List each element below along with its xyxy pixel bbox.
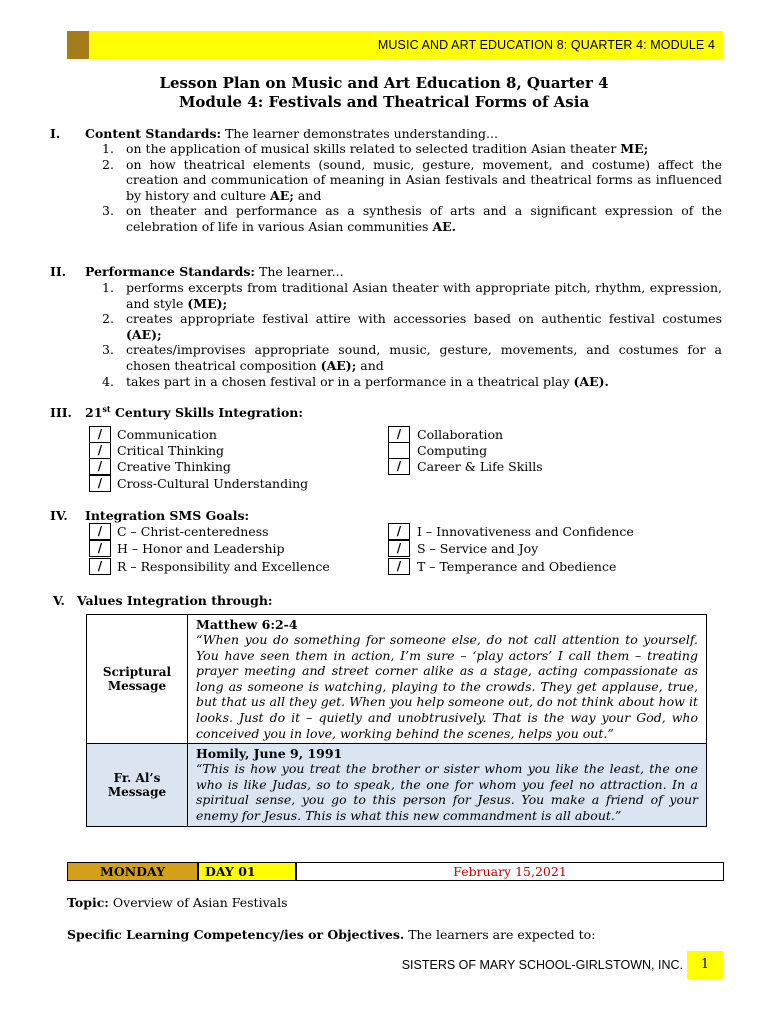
goal-checkbox[interactable]: / [89, 558, 111, 575]
table-row [87, 744, 707, 826]
goal-label: C – Christ-centeredness [117, 524, 269, 539]
skill-checkbox[interactable]: / [388, 458, 410, 475]
skill-checkbox[interactable]: / [89, 475, 111, 492]
header-title: MUSIC AND ART EDUCATION 8: QUARTER 4: MODULE 4 [377, 38, 715, 52]
list-item: 3. creates/improvises appropriate sound, music, gesture, movements, and costumes for a chosen theatrical composition (AE); and [102, 342, 722, 373]
section-content-standards: I. Content Standards: The learner demonstrates understanding... [50, 126, 498, 141]
weekday-label: MONDAY [67, 862, 198, 881]
skill-label: Cross-Cultural Understanding [117, 476, 309, 491]
list-item: 1. on the application of musical skills related to selected tradition Asian theater ME; [102, 141, 649, 156]
scripture-quote: “When you do something for someone else, do not call attention to yourself. You have seen them in action, I’m sure – ‘play actors’ I call them – treating prayer meeting and street corner alike as a stage, acting compassionate as long as someone is watching, playing to the crowds. They get applause, true, but that us all they get. When you help someone out, do not think about how it looks. Just do it – quietly and unobtrusively. That is the way your God, who conceived you in love, working behind the scenes, helps you out.” [196, 632, 698, 741]
section-21st-century-skills: III. 21st Century Skills Integration: [50, 404, 303, 421]
lesson-title: Lesson Plan on Music and Art Education 8, Quarter 4 [159, 74, 609, 92]
list-item: 1. performs excerpts from traditional Asian theater with appropriate pitch, rhythm, expression, and style (ME); [102, 280, 722, 311]
lesson-date: February 15,2021 [296, 862, 724, 881]
row-header: Scriptural Message [87, 615, 188, 744]
content-standards-list [102, 141, 722, 235]
goal-label: I – Innovativeness and Confidence [417, 524, 634, 539]
list-item: 4. takes part in a chosen festival or in a performance in a theatrical play (AE). [102, 373, 609, 389]
skill-checkbox[interactable]: / [89, 458, 111, 475]
goal-checkbox[interactable]: / [388, 540, 410, 557]
goal-label: H – Honor and Leadership [117, 541, 285, 556]
row-header: Fr. Al’s Message [87, 744, 188, 826]
module-title: Module 4: Festivals and Theatrical Forms of Asia [178, 93, 590, 111]
goal-checkbox[interactable]: / [89, 540, 111, 557]
skill-checkbox[interactable]: / [388, 426, 410, 443]
goal-label: S – Service and Joy [417, 541, 539, 556]
goal-label: T – Temperance and Obedience [417, 559, 617, 574]
section-values-integration: V. Values Integration through: [53, 593, 273, 608]
header-bar [67, 31, 723, 59]
section-sms-goals: IV. Integration SMS Goals: [50, 508, 250, 523]
day-number: DAY 01 [198, 862, 296, 881]
table-cell [188, 615, 707, 744]
skill-label: Career & Life Skills [417, 459, 543, 474]
skill-label: Collaboration [417, 427, 504, 442]
school-name: SISTERS OF MARY SCHOOL-GIRLSTOWN, INC. [401, 958, 683, 972]
topic-line: Topic: Overview of Asian Festivals [67, 895, 288, 910]
skill-checkbox[interactable]: / [89, 426, 111, 443]
skill-label: Critical Thinking [117, 443, 225, 458]
goal-checkbox[interactable]: / [388, 523, 410, 540]
table-row [87, 615, 707, 744]
skill-label: Computing [417, 443, 488, 458]
table-cell [188, 744, 707, 826]
skill-checkbox[interactable] [388, 442, 410, 459]
scripture-reference: Matthew 6:2-4 [196, 617, 298, 632]
header-accent [67, 31, 89, 59]
homily-quote: “This is how you treat the brother or sister whom you like the least, the one who is like Judas, so to speak, the one for whom you feel no attraction. In a spiritual sense, you go to this person for Jesus. You make a friend of your enemy for Jesus. This is what this new commandment is all about.” [196, 761, 698, 823]
skill-checkbox[interactable]: / [89, 442, 111, 459]
list-item: 2. on how theatrical elements (sound, music, gesture, movement, and costume) affect the creation and communication of meaning in Asian festivals and theatrical forms as influenced by history and culture AE; and [102, 156, 722, 203]
goal-label: R – Responsibility and Excellence [117, 559, 330, 574]
section-performance-standards: II. Performance Standards: The learner... [50, 264, 344, 279]
objectives-line: Specific Learning Competency/ies or Objectives. The learners are expected to: [67, 927, 596, 942]
list-item: 3. on theater and performance as a synthesis of arts and a significant expression of the celebration of life in various Asian communities AE. [102, 203, 722, 234]
goal-checkbox[interactable]: / [89, 523, 111, 540]
goal-checkbox[interactable]: / [388, 558, 410, 575]
skill-label: Creative Thinking [117, 459, 231, 474]
skill-label: Communication [117, 427, 217, 442]
homily-reference: Homily, June 9, 1991 [196, 746, 343, 762]
performance-standards-list [102, 280, 722, 389]
list-item: 2. creates appropriate festival attire with accessories based on authentic festival costumes (AE); [102, 311, 722, 342]
page-number: 1 [687, 951, 723, 979]
values-table [86, 614, 707, 827]
